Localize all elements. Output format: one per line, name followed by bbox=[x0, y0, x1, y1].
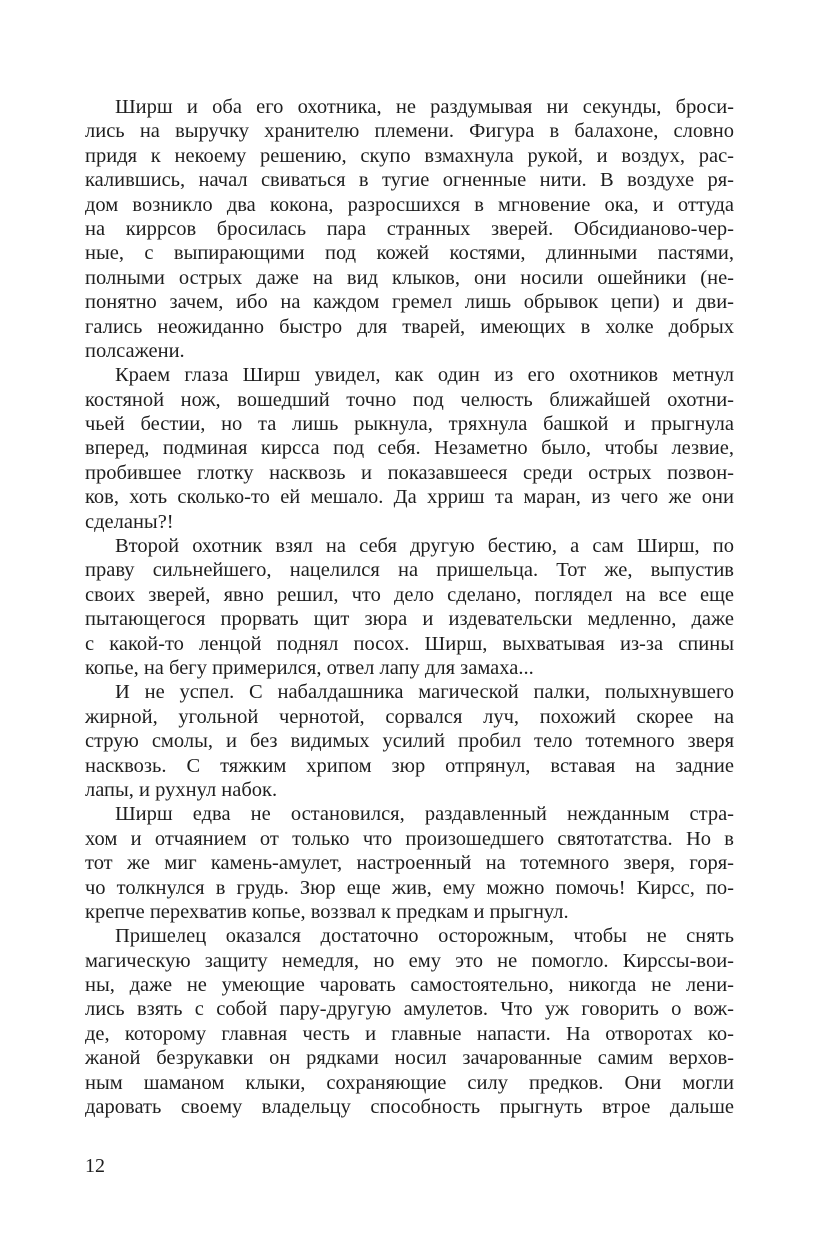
text-line: ным шаманом клыки, сохраняющие силу предков. Они могли bbox=[85, 1071, 734, 1094]
text-line: тот же миг камень-амулет, настроенный на тотемного зверя, горя- bbox=[85, 852, 734, 875]
text-line: струю смолы, и без видимых усилий пробил тело тотемного зверя bbox=[85, 730, 734, 753]
text-line: магическую защиту немедля, но ему это не помогло. Кирссы-вои- bbox=[85, 949, 734, 972]
text-line: крепче перехватив копье, воззвал к предкам и прыгнул. bbox=[85, 900, 569, 923]
text-line: Пришелец оказался достаточно осторожным, чтобы не снять bbox=[115, 925, 734, 948]
text-line: сделаны?! bbox=[85, 510, 174, 533]
text-line: костяной нож, вошедший точно под челюсть ближайшей охотни- bbox=[85, 388, 734, 411]
text-line: на киррсов бросилась пара странных зверей. Обсидианово-чер- bbox=[85, 217, 734, 240]
text-line: пытающегося прорвать щит зюра и издевательски медленно, даже bbox=[85, 608, 734, 631]
text-line: полными острых даже на вид клыков, они носили ошейники (не- bbox=[85, 266, 734, 289]
text-line: ны, даже не умеющие чаровать самостоятельно, никогда не лени- bbox=[85, 974, 734, 997]
text-line: лапы, и рухнул набок. bbox=[85, 778, 278, 801]
text-line: жирной, угольной чернотой, сорвался луч, похожий скорее на bbox=[85, 705, 734, 728]
page-body bbox=[85, 95, 734, 1119]
text-line: с какой-то ленцой поднял посох. Ширш, выхватывая из-за спины bbox=[85, 632, 734, 655]
text-line: ков, хоть сколько-то ей мешало. Да хрриш та маран, из чего же они bbox=[85, 486, 734, 509]
paragraph bbox=[85, 363, 734, 534]
text-line: праву сильнейшего, нацелился на пришельца. Тот же, выпустив bbox=[85, 559, 734, 582]
text-line: хом и отчаянием от только что произошедшего святотатства. Но в bbox=[85, 827, 734, 850]
text-line: И не успел. С набалдашника магической палки, полыхнувшего bbox=[115, 681, 734, 704]
text-line: Краем глаза Ширш увидел, как один из его охотников метнул bbox=[115, 364, 734, 387]
page-number: 12 bbox=[85, 1155, 105, 1177]
text-line: чьей бестии, но та лишь рыкнула, тряхнула башкой и прыгнула bbox=[85, 413, 734, 436]
text-line: Ширш и оба его охотника, не раздумывая ни секунды, броси- bbox=[115, 96, 734, 118]
text-line: калившись, начал свиваться в тугие огненные нити. В воздухе ря- bbox=[85, 169, 734, 192]
paragraph bbox=[85, 802, 734, 924]
paragraph bbox=[85, 95, 734, 363]
text-line: Ширш едва не остановился, раздавленный нежданным стра- bbox=[115, 803, 734, 826]
paragraph bbox=[85, 680, 734, 802]
paragraph bbox=[85, 924, 734, 1119]
text-line: полсажени. bbox=[85, 339, 185, 362]
text-line: ные, с выпирающими под кожей костями, длинными пастями, bbox=[85, 242, 734, 265]
text-line: чо толкнулся в грудь. Зюр еще жив, ему можно помочь! Кирсс, по- bbox=[85, 876, 734, 899]
text-line: даровать своему владельцу способность прыгнуть втрое дальше bbox=[85, 1096, 734, 1119]
text-line: лись на выручку хранителю племени. Фигура в балахоне, словно bbox=[85, 120, 734, 143]
text-line: насквозь. С тяжким хрипом зюр отпрянул, вставая на задние bbox=[85, 754, 734, 777]
text-line: вперед, подминая кирсса под себя. Незаметно было, чтобы лезвие, bbox=[85, 437, 734, 460]
text-line: жаной безрукавки он рядками носил зачарованные самим верхов- bbox=[85, 1047, 734, 1070]
text-line: пробившее глотку насквозь и показавшееся среди острых позвон- bbox=[85, 461, 734, 484]
text-line: гались неожиданно быстро для тварей, имеющих в холке добрых bbox=[85, 315, 734, 338]
text-line: копье, на бегу примерился, отвел лапу для замаха... bbox=[85, 656, 534, 679]
paragraph bbox=[85, 534, 734, 680]
text-line: своих зверей, явно решил, что дело сделано, поглядел на все еще bbox=[85, 583, 734, 606]
text-line: придя к некоему решению, скупо взмахнула рукой, и воздух, рас- bbox=[85, 144, 734, 167]
text-line: дом возникло два кокона, разросшихся в мгновение ока, и оттуда bbox=[85, 193, 734, 216]
text-line: понятно зачем, ибо на каждом гремел лишь обрывок цепи) и дви- bbox=[85, 291, 734, 314]
text-line: лись взять с собой пару-другую амулетов. Что уж говорить о вож- bbox=[85, 998, 734, 1021]
text-line: Второй охотник взял на себя другую бестию, а сам Ширш, по bbox=[115, 535, 734, 558]
text-line: де, которому главная честь и главные напасти. На отворотах ко- bbox=[85, 1022, 734, 1045]
